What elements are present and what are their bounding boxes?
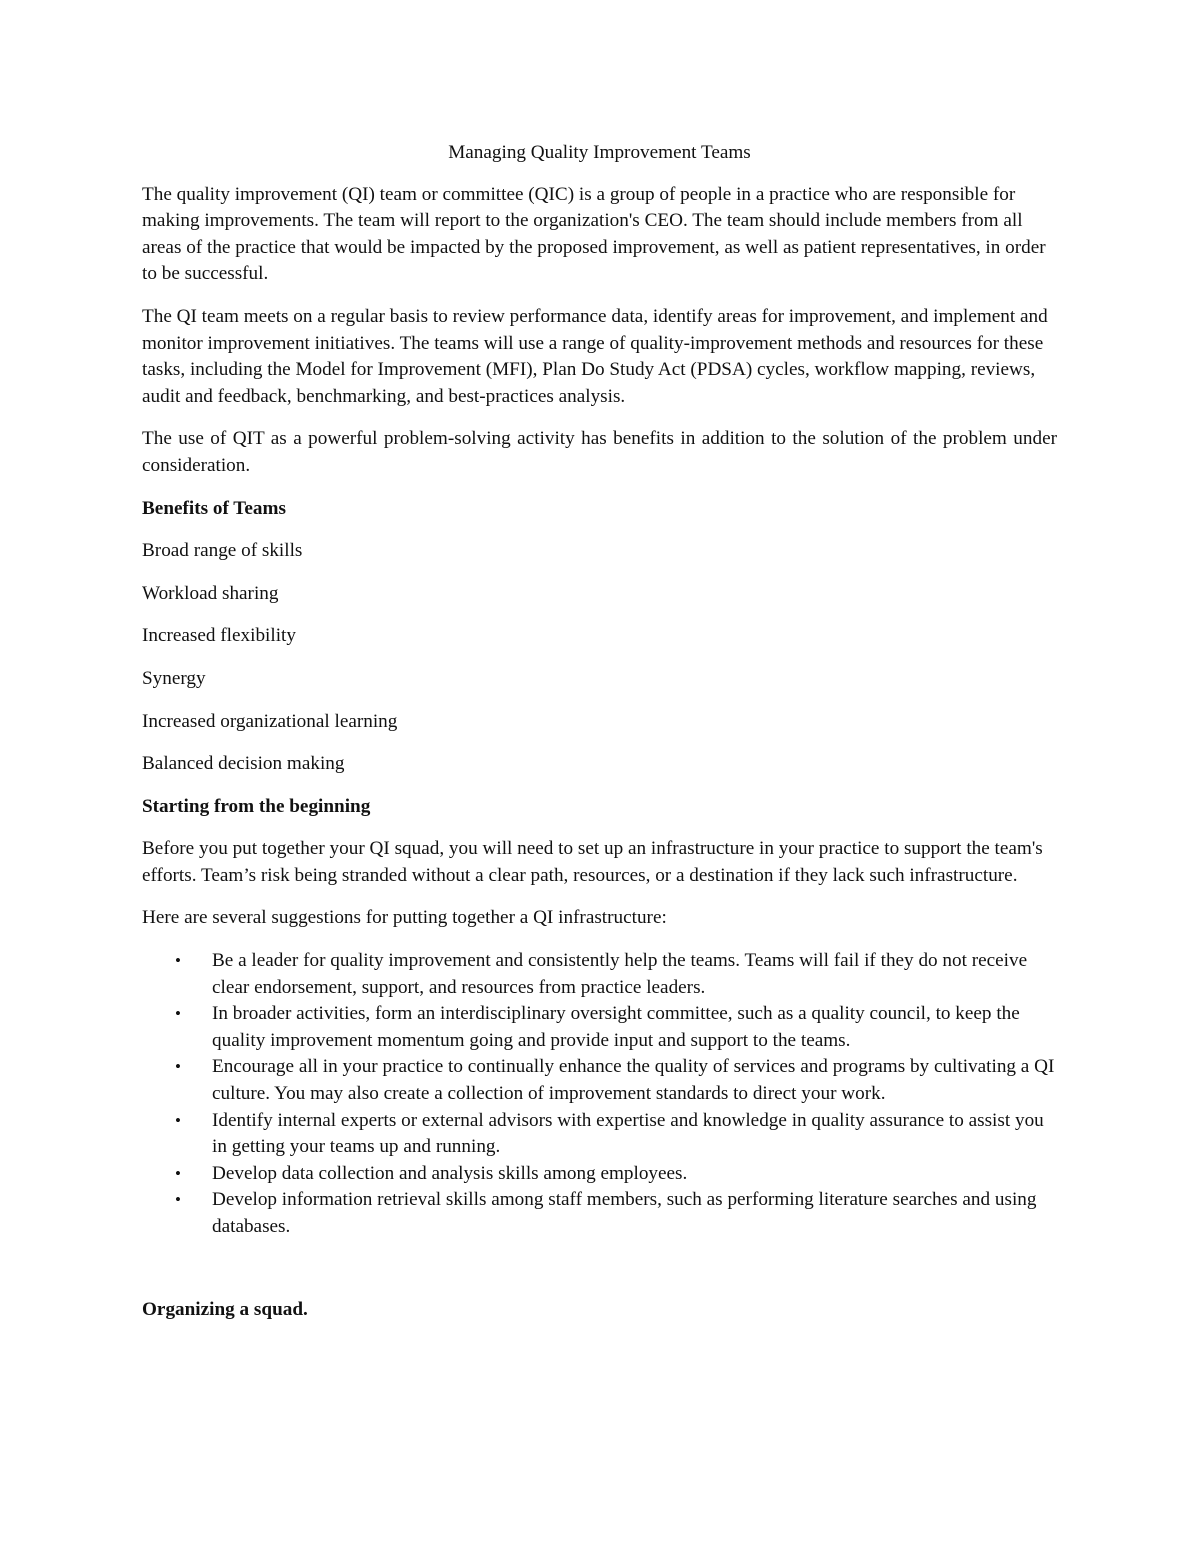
- suggestions-list: [142, 948, 1057, 1241]
- benefit-item: Balanced decision making: [142, 753, 345, 775]
- bullet-icon: •: [175, 1057, 181, 1077]
- suggestion-text: Encourage all in your practice to continually enhance the quality of services and programs by cultivating a QI culture. You may also create a collection of improvement standards to direct your work.: [212, 1056, 1055, 1105]
- bullet-icon: •: [175, 1004, 181, 1024]
- bullet-icon: •: [175, 1190, 181, 1210]
- suggestion-text: Develop data collection and analysis skills among employees.: [212, 1162, 688, 1184]
- bullet-icon: •: [175, 1163, 181, 1183]
- benefits-heading: Benefits of Teams: [142, 497, 286, 519]
- document-page: [142, 140, 1057, 1339]
- suggestion-item: [142, 1161, 1057, 1188]
- benefit-item: Workload sharing: [142, 582, 279, 604]
- starting-heading: Starting from the beginning: [142, 795, 371, 817]
- benefit-item: Synergy: [142, 667, 206, 689]
- suggestion-item: [142, 1054, 1057, 1107]
- suggestion-text: Identify internal experts or external advisors with expertise and knowledge in quality assurance to assist you in getting your teams up and running.: [212, 1109, 1044, 1158]
- benefit-item: Increased organizational learning: [142, 710, 398, 732]
- benefit-item: Broad range of skills: [142, 540, 303, 562]
- document-title: Managing Quality Improvement Teams: [448, 142, 751, 163]
- starting-paragraph-1: Before you put together your QI squad, you will need to set up an infrastructure in your practice to support the team's efforts. Team’s risk being stranded without a clear path, resources, or a destination if they lack such infrastructure.: [142, 838, 1043, 886]
- suggestion-item: [142, 1187, 1057, 1240]
- intro-paragraph-3: The use of QIT as a powerful problem-solving activity has benefits in addition to the solution of the problem under consideration.: [142, 428, 1057, 476]
- suggestion-item: [142, 1108, 1057, 1161]
- benefit-item: Increased flexibility: [142, 625, 296, 647]
- bullet-icon: •: [175, 951, 181, 971]
- intro-paragraph-2: The QI team meets on a regular basis to review performance data, identify areas for improvement, and implement and monitor improvement initiatives. The teams will use a range of quality-improvement methods and resources for these tasks, including the Model for Improvement (MFI), Plan Do Study Act (PDSA) cycles, workflow mapping, reviews, audit and feedback, benchmarking, and best-practices analysis.: [142, 305, 1048, 407]
- organizing-heading: Organizing a squad.: [142, 1298, 308, 1320]
- bullet-icon: •: [175, 1110, 181, 1130]
- suggestion-text: Develop information retrieval skills among staff members, such as performing literature searches and using databases.: [212, 1189, 1037, 1237]
- intro-paragraph-1: The quality improvement (QI) team or committee (QIC) is a group of people in a practice who are responsible for making improvements. The team will report to the organization's CEO. The team should include members from all areas of the practice that would be impacted by the proposed improvement, as well as patient representatives, in order to be successful.: [142, 183, 1046, 285]
- suggestion-text: Be a leader for quality improvement and consistently help the teams. Teams will fail if they do not receive clear endorsement, support, and resources from practice leaders.: [212, 950, 1028, 998]
- starting-paragraph-2: Here are several suggestions for putting together a QI infrastructure:: [142, 907, 667, 929]
- suggestion-item: [142, 948, 1057, 1001]
- suggestion-item: [142, 1001, 1057, 1054]
- section-spacer: [142, 1241, 1057, 1297]
- suggestion-text: In broader activities, form an interdisciplinary oversight committee, such as a quality council, to keep the quality improvement momentum going and provide input and support to the teams.: [212, 1003, 1020, 1051]
